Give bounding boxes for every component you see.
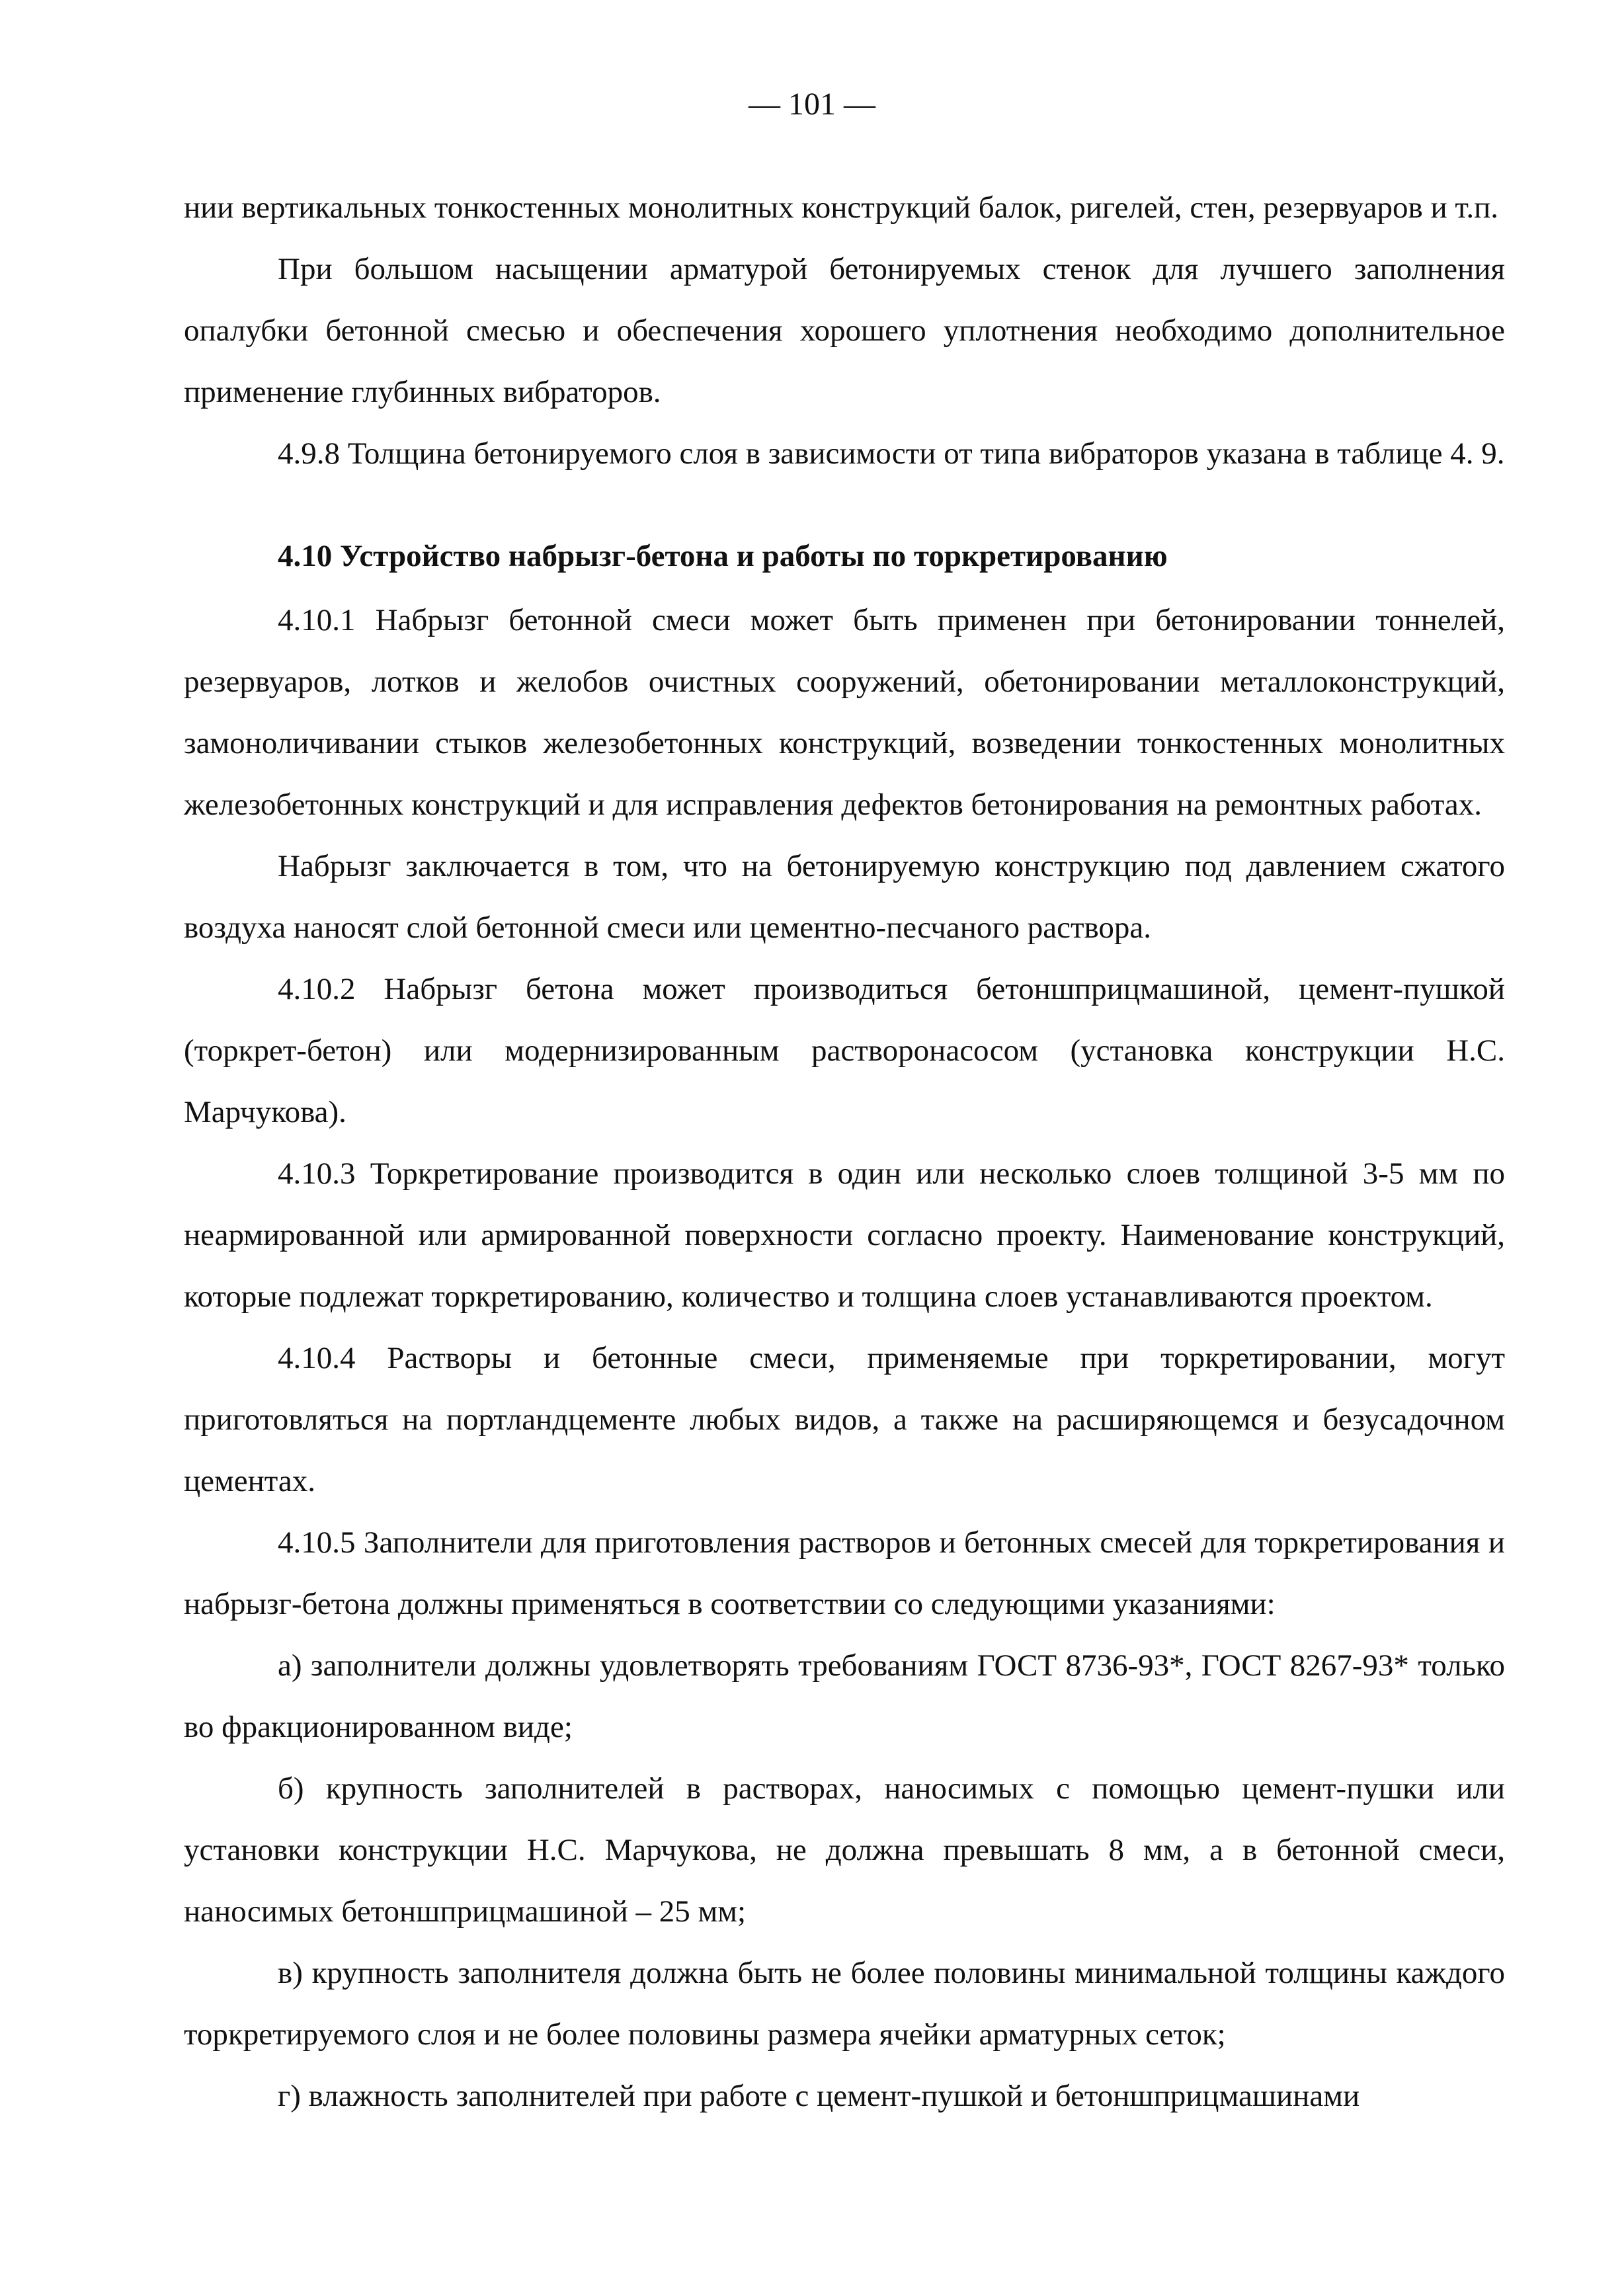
- paragraph-4-9-8: 4.9.8 Толщина бетонируемого слоя в зависимости от типа вибраторов указана в таблице 4. 9.: [278, 436, 1505, 471]
- paragraph-4-10-5: 4.10.5 Заполнители для приготовления растворов и бетонных смесей для торкретирования и набрызг-бетона должны применяться в соответствии со следующими указаниями:: [184, 1525, 1505, 1621]
- list-item-a: а) заполнители должны удовлетворять требованиям ГОСТ 8736-93*, ГОСТ 8267-93* только во фракционированном виде;: [184, 1648, 1505, 1744]
- list-item-b: б) крупность заполнителей в растворах, наносимых с помощью цемент-пушки или установки конструкции Н.С. Марчукова, не должна превышать 8 мм, а в бетонной смеси, наносимых бетоншприцмашиной – 25 мм;: [184, 1771, 1505, 1929]
- section-heading-4-10: 4.10 Устройство набрызг-бетона и работы по торкретированию: [278, 539, 1168, 573]
- paragraph-reinforcement: При большом насыщении арматурой бетонируемых стенок для лучшего заполнения опалубки бетонной смесью и обеспечения хорошего уплотнения необходимо дополнительное применение глубинных вибраторов.: [184, 252, 1505, 409]
- paragraph-shotcrete-definition: Набрызг заключается в том, что на бетонируемую конструкцию под давлением сжатого воздуха наносят слой бетонной смеси или цементно-песчаного раствора.: [184, 849, 1505, 945]
- paragraph-4-10-3: 4.10.3 Торкретирование производится в один или несколько слоев толщиной 3-5 мм по неармированной или армированной поверхности согласно проекту. Наименование конструкций, которые подлежат торкретированию, количество и толщина слоев устанавливаются проектом.: [184, 1156, 1505, 1314]
- paragraph-4-10-4: 4.10.4 Растворы и бетонные смеси, применяемые при торкретировании, могут приготовляться на портландцементе любых видов, а также на расширяющемся и безусадочном цементах.: [184, 1341, 1505, 1498]
- list-item-v: в) крупность заполнителя должна быть не более половины минимальной толщины каждого торкретируемого слоя и не более половины размера ячейки арматурных сеток;: [184, 1956, 1505, 2052]
- paragraph-4-10-1: 4.10.1 Набрызг бетонной смеси может быть применен при бетонировании тоннелей, резервуаров, лотков и желобов очистных сооружений, обетонировании металлоконструкций, замоноличивании стыков железобетонных конструкций, возведении тонкостенных монолитных железобетонных конструкций и для исправления дефектов бетонирования на ремонтных работах.: [184, 603, 1505, 822]
- document-body: [184, 177, 1505, 2127]
- page-number: — 101 —: [749, 87, 875, 122]
- list-item-g: г) влажность заполнителей при работе с цемент-пушкой и бетоншприцмашинами: [278, 2079, 1360, 2113]
- paragraph-continuation: нии вертикальных тонкостенных монолитных конструкций балок, ригелей, стен, резервуаров и т.п.: [184, 190, 1499, 225]
- paragraph-4-10-2: 4.10.2 Набрызг бетона может производиться бетоншприцмашиной, цемент-пушкой (торкрет-бетон) или модернизированным растворонасосом (установка конструкции Н.С. Марчукова).: [184, 972, 1505, 1129]
